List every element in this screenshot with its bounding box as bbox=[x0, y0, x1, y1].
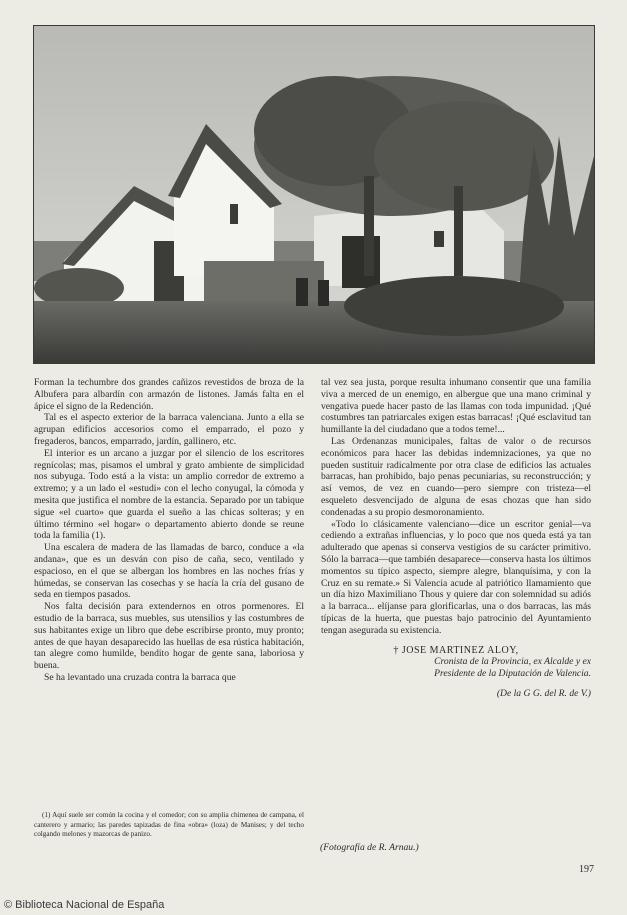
paragraph: Una escalera de madera de las llamadas de barco, conduce a «la andana», que es un desván con piso de caña, seco, ventilado y espacioso, en el que se albergan los hombres en las noches frías y húmedas, se conservan las cosechas y se hacía la cría del gusano de seda en tiempos pasados. bbox=[34, 542, 304, 601]
author-signature: † JOSE MARTINEZ ALOY, bbox=[393, 644, 519, 656]
paragraph: Nos falta decisión para extendernos en otros pormenores. El estudio de la barraca, sus muebles, sus utensilios y las costumbres de sus habitantes exige un libro que debe escribirse pronto, muy pronto; antes de que hayan desaparecido las huellas de esa rústica habitación, tan alegre como humilde, bendito hogar de gente sana, laboriosa y buena. bbox=[34, 601, 304, 672]
photo-credit: (Fotografía de R. Arnau.) bbox=[320, 842, 419, 853]
paragraph: Se ha levantado una cruzada contra la barraca que bbox=[44, 671, 236, 683]
barraca-photo-illustration bbox=[34, 26, 594, 363]
footnote bbox=[34, 811, 304, 840]
page-number: 197 bbox=[579, 864, 594, 875]
source-citation: (De la G G. del R. de V.) bbox=[496, 687, 591, 699]
library-watermark: © Biblioteca Nacional de España bbox=[4, 899, 165, 911]
paragraph: El interior es un arcano a juzgar por el silencio de los escritores regnícolas; mas, pisamos el umbral y grato ambiente de simplicidad nos subyuga. Todo está a la vista: un amplio corredor de extremo a extremo; y a un lado el «estudi» con el lecho conyugal, la cómoda y mesita que justifica el nombre de la estancia. Separado por un tabique sigue «el cuarto» que guarda el sueño a las chicas solteras; y en último término «el hogar» o departamento abierto donde se reune toda la familia (1). bbox=[34, 447, 304, 542]
author-title-line-2: Presidente de la Diputación de Valencia. bbox=[434, 668, 591, 680]
barraca-photo bbox=[33, 25, 595, 364]
paragraph: Forman la techumbre dos grandes cañizos revestidos de broza de la Albufera para albardín con armazón de listones. Jamás falta en el ápice el signo de la Redención. bbox=[34, 377, 304, 412]
paragraph: Tal es el aspecto exterior de la barraca valenciana. Junto a ella se agrupan edificios accesorios como el emparrado, el pozo y fregaderos, bancos, emparrado, jardín, gallinero, etc. bbox=[34, 412, 304, 447]
paragraph: tal vez sea justa, porque resulta inhumano consentir que una familia viva a merced de un enemigo, en albergue que una mano criminal y vengativa puede hacer pasto de las llamas con toda impunidad. ¡Qué costumbres tan patriarcales exigen estas barracas! ¡Qué esclavitud tan humillante la del ciudadano que a todos teme!... bbox=[321, 377, 591, 436]
right-column bbox=[321, 377, 591, 700]
left-column bbox=[34, 377, 304, 684]
paragraph: Las Ordenanzas municipales, faltas de valor o de recursos económicos para hacer las debidas indemnizaciones, ya que no pueden sustituir radicalmente por otra clase de edificios las actuales barracas, han prohibido, bajo penas pecuniarias, su reconstrucción; y así vemos, de vez en cuando—pero siempre con tristeza—el esqueleto desvencijado de alguna de esas chozas que han sido condenadas a su propio desmoronamiento. bbox=[321, 435, 591, 518]
footnote-text: (1) Aquí suele ser común la cocina y el comedor; con su amplia chimenea de campana, el canterero y armario; las paredes tapizadas de fina «obra» (loza) de Manises; y del techo colgando melones y mazorcas de panizo. bbox=[34, 811, 304, 839]
paragraph: «Todo lo clásicamente valenciano—dice un escritor genial—va cediendo a extrañas influencias, y lo poco que nos queda está ya tan adulterado que apenas si conserva vestigios de su carácter primitivo. Sólo la barraca—que también desaparece—conserva hasta los últimos momentos su típico aspecto, siempre alegre, blanquísima, y con la Cruz en su remate.» Si Valencia acude al patriótico llamamiento que un día hizo Maximiliano Thous y quiere dar con solemnidad su adiós a la barraca... elíjanse para glorificarlas, una o dos barracas, las más típicas de la huerta, que puestas bajo patrocinio del Ayuntamiento tengan asegurada su existencia. bbox=[321, 518, 591, 636]
author-title-line-1: Cronista de la Provincia, ex Alcalde y ex bbox=[434, 656, 591, 668]
